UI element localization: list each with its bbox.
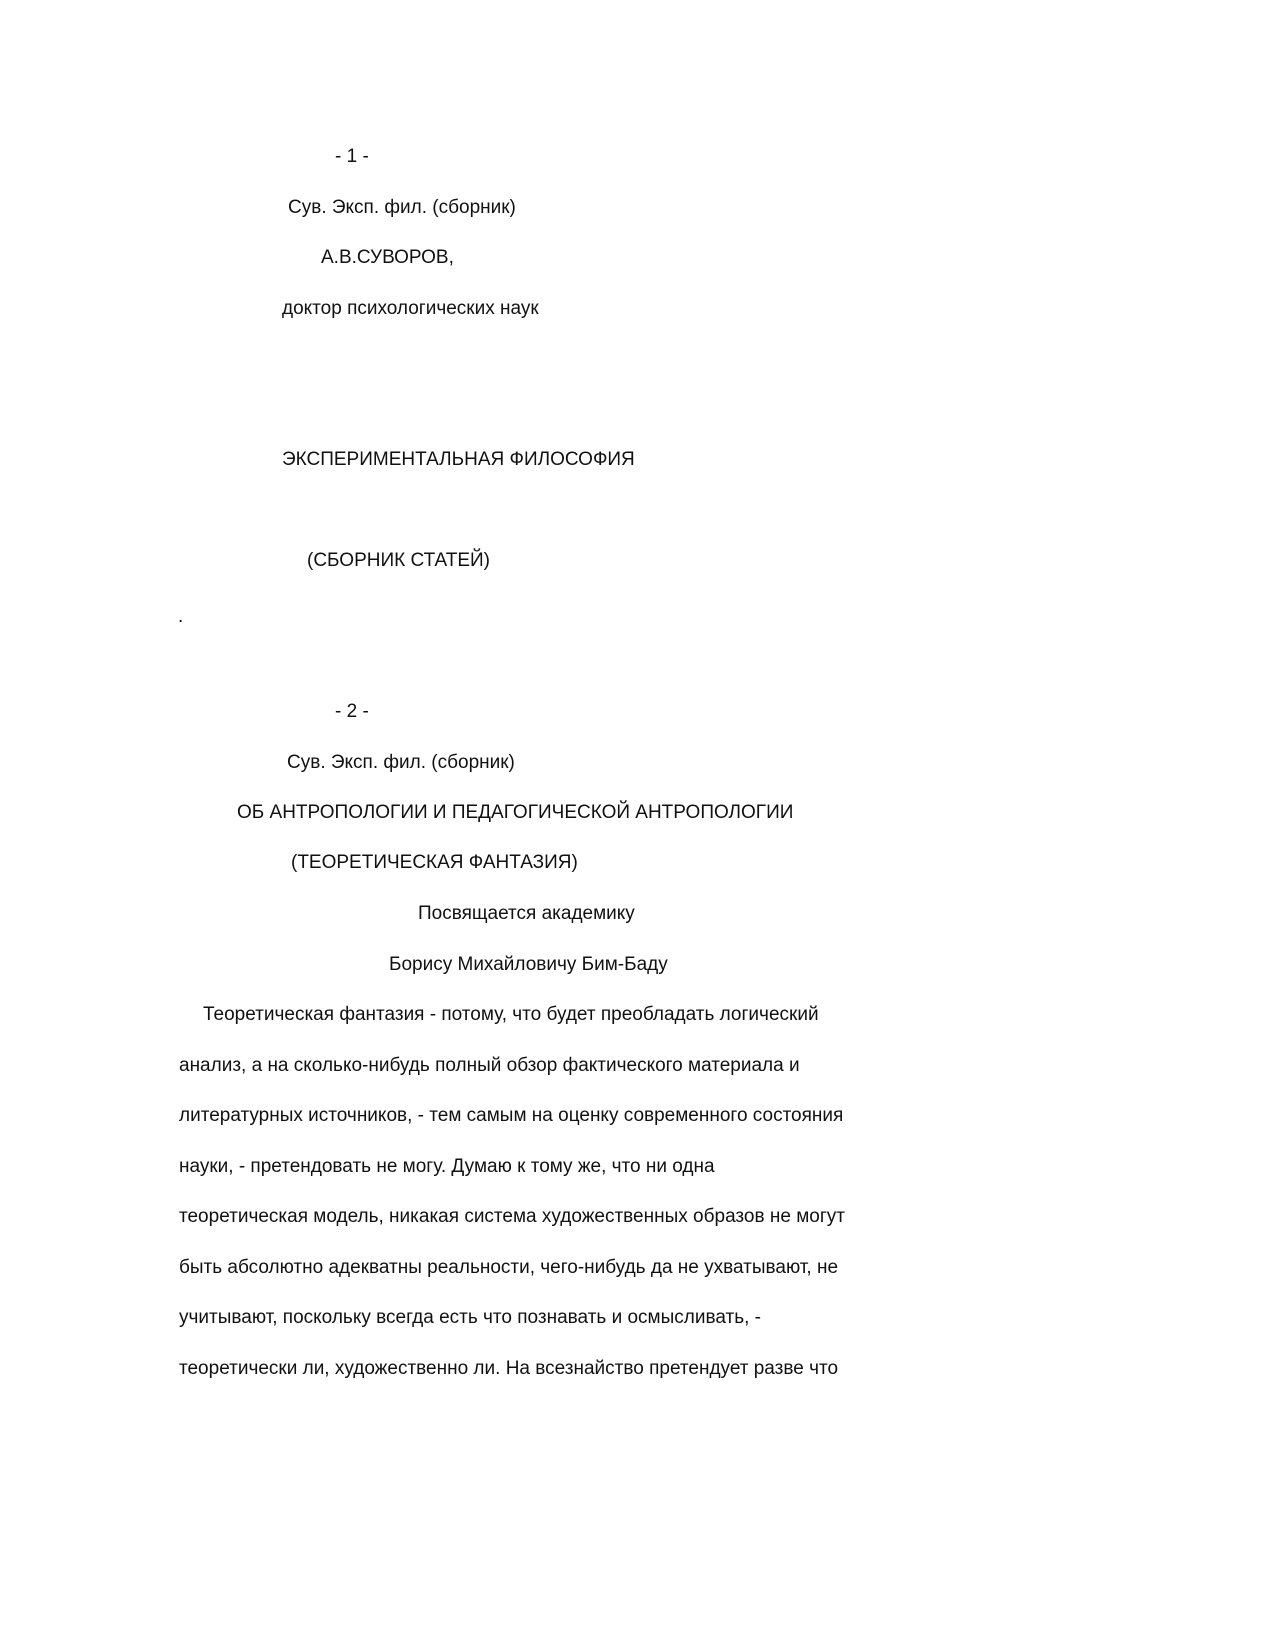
author-degree: доктор психологических наук bbox=[282, 298, 539, 319]
article-title: ОБ АНТРОПОЛОГИИ И ПЕДАГОГИЧЕСКОЙ АНТРОПОЛОГИИ bbox=[237, 802, 794, 823]
paragraph-line: Теоретическая фантазия - потому, что будет преобладать логический bbox=[203, 1004, 819, 1025]
paragraph-line: литературных источников, - тем самым на оценку современного состояния bbox=[179, 1105, 844, 1126]
paragraph-line: теоретическая модель, никакая система художественных образов не могут bbox=[179, 1206, 845, 1227]
running-header: Сув. Эксп. фил. (сборник) bbox=[287, 752, 515, 773]
book-subtitle: (СБОРНИК СТАТЕЙ) bbox=[307, 550, 490, 571]
dedication-line: Борису Михайловичу Бим-Баду bbox=[389, 954, 668, 975]
book-title: ЭКСПЕРИМЕНТАЛЬНАЯ ФИЛОСОФИЯ bbox=[282, 449, 635, 470]
page-number: - 2 - bbox=[335, 701, 369, 722]
paragraph-line: анализ, а на сколько-нибудь полный обзор фактического материала и bbox=[179, 1054, 800, 1076]
author-name: А.В.СУВОРОВ, bbox=[321, 247, 454, 268]
running-header: Сув. Эксп. фил. (сборник) bbox=[288, 197, 516, 218]
paragraph-line: науки, - претендовать не могу. Думаю к тому же, что ни одна bbox=[179, 1155, 715, 1177]
paragraph-line: быть абсолютно адекватны реальности, чего-нибудь да не ухватывают, не bbox=[179, 1256, 839, 1278]
stray-mark: . bbox=[178, 606, 184, 627]
dedication-line: Посвящается академику bbox=[418, 903, 635, 924]
paragraph-line: теоретически ли, художественно ли. На всезнайство претендует разве что bbox=[179, 1357, 839, 1379]
page-number: - 1 - bbox=[335, 146, 369, 167]
paragraph-line: учитывают, поскольку всегда есть что познавать и осмысливать, - bbox=[179, 1307, 761, 1328]
article-subtitle: (ТЕОРЕТИЧЕСКАЯ ФАНТАЗИЯ) bbox=[291, 852, 578, 873]
body-paragraph bbox=[179, 1003, 899, 1407]
